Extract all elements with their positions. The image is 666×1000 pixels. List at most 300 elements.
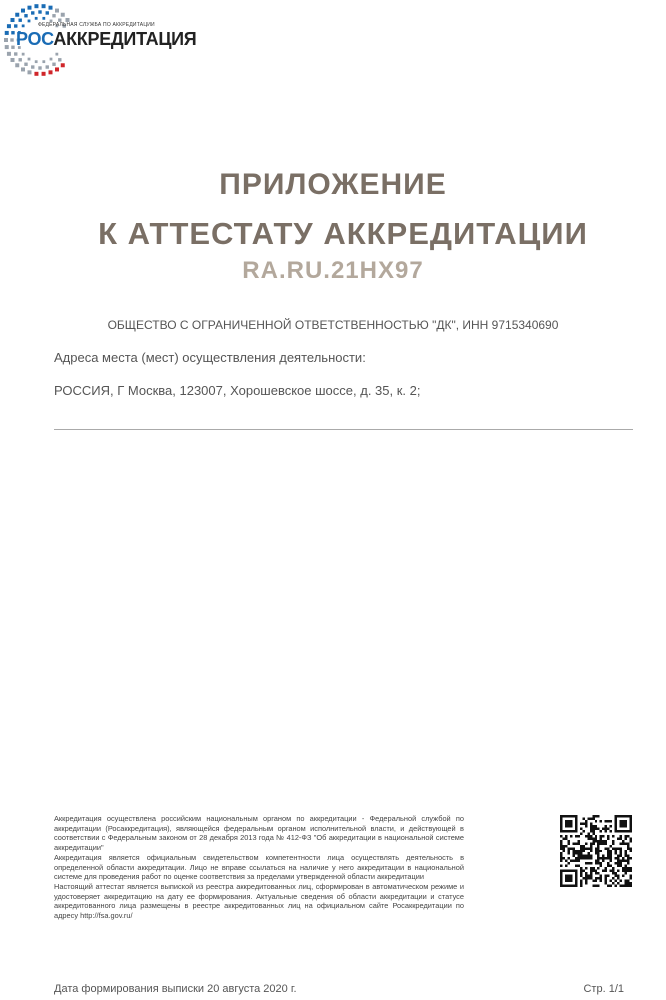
qr-module	[575, 877, 577, 879]
qr-module	[590, 857, 592, 859]
qr-module	[562, 850, 564, 852]
qr-module	[607, 850, 609, 852]
qr-module	[630, 815, 632, 817]
qr-module	[580, 875, 582, 877]
qr-module	[615, 825, 617, 827]
qr-module	[560, 817, 562, 819]
qr-module	[602, 827, 604, 829]
qr-module	[612, 835, 614, 837]
qr-module	[560, 872, 562, 874]
qr-module	[570, 885, 572, 887]
qr-module	[620, 820, 622, 822]
qr-module	[560, 880, 562, 882]
qr-module	[560, 865, 562, 867]
qr-module	[567, 842, 569, 844]
qr-module	[567, 830, 569, 832]
qr-module	[567, 850, 569, 852]
qr-module	[560, 830, 562, 832]
qr-module	[615, 875, 617, 877]
qr-module	[570, 880, 572, 882]
qr-module	[620, 880, 622, 882]
qr-module	[627, 842, 629, 844]
qr-module	[617, 870, 619, 872]
qr-module	[612, 877, 614, 879]
qr-module	[575, 885, 577, 887]
qr-module	[565, 835, 567, 837]
qr-module	[572, 842, 574, 844]
qr-module	[585, 867, 587, 869]
qr-module	[580, 870, 582, 872]
qr-module	[575, 875, 577, 877]
qr-module	[602, 855, 604, 857]
qr-module	[610, 845, 612, 847]
qr-module	[582, 850, 584, 852]
qr-module	[620, 815, 622, 817]
qr-module	[627, 857, 629, 859]
qr-module	[565, 877, 567, 879]
qr-module	[600, 837, 602, 839]
qr-module	[600, 877, 602, 879]
qr-module	[625, 815, 627, 817]
logo-dot	[11, 46, 14, 49]
qr-module	[617, 877, 619, 879]
rosaccreditation-logo	[2, 2, 197, 78]
logo-dot	[38, 66, 41, 69]
qr-module	[602, 840, 604, 842]
qr-module	[577, 857, 579, 859]
qr-module	[570, 847, 572, 849]
qr-module	[567, 815, 569, 817]
qr-module	[620, 855, 622, 857]
qr-module	[572, 860, 574, 862]
qr-module	[560, 857, 562, 859]
logo-dot	[22, 24, 25, 27]
qr-module	[567, 877, 569, 879]
qr-module	[597, 842, 599, 844]
qr-module	[580, 867, 582, 869]
qr-module	[565, 865, 567, 867]
qr-module	[565, 870, 567, 872]
qr-module	[610, 852, 612, 854]
qr-module	[567, 870, 569, 872]
qr-module	[605, 882, 607, 884]
logo-dot	[24, 63, 27, 66]
qr-module	[607, 875, 609, 877]
logo-dot	[34, 4, 38, 8]
logo-dot	[27, 6, 31, 10]
logo-brand-akk: АККРЕДИТАЦИЯ	[53, 29, 197, 49]
qr-module	[587, 847, 589, 849]
qr-module	[607, 827, 609, 829]
qr-module	[592, 840, 594, 842]
qr-module	[615, 880, 617, 882]
qr-module	[565, 822, 567, 824]
qr-module	[560, 870, 562, 872]
qr-module	[600, 857, 602, 859]
qr-module	[590, 827, 592, 829]
qr-module	[622, 875, 624, 877]
qr-module	[585, 875, 587, 877]
qr-module	[562, 857, 564, 859]
qr-module	[572, 815, 574, 817]
qr-module	[560, 847, 562, 849]
logo-dot	[38, 10, 41, 13]
qr-module	[582, 822, 584, 824]
qr-module	[600, 820, 602, 822]
logo-dot	[58, 58, 61, 61]
qr-module	[605, 830, 607, 832]
qr-module	[580, 882, 582, 884]
logo-dot	[46, 65, 49, 68]
qr-module	[595, 850, 597, 852]
qr-module	[595, 835, 597, 837]
qr-module	[575, 815, 577, 817]
qr-module	[617, 815, 619, 817]
qr-module	[627, 847, 629, 849]
document-title: ПРИЛОЖЕНИЕ	[219, 168, 447, 201]
qr-module	[580, 850, 582, 852]
qr-module	[590, 817, 592, 819]
logo-dot	[46, 11, 49, 14]
qr-module	[630, 867, 632, 869]
qr-module	[590, 850, 592, 852]
qr-module	[612, 872, 614, 874]
qr-module	[605, 857, 607, 859]
qr-module	[567, 822, 569, 824]
qr-module	[595, 880, 597, 882]
qr-module	[600, 835, 602, 837]
qr-module	[582, 817, 584, 819]
qr-module	[612, 840, 614, 842]
qr-module	[597, 847, 599, 849]
qr-module	[565, 830, 567, 832]
qr-module	[622, 825, 624, 827]
qr-module	[630, 870, 632, 872]
qr-module	[570, 822, 572, 824]
footnote-paragraph: Аккредитация осуществлена российским национальным органом по аккредитации - Федеральной службой по аккредитации (Росаккредитация), являющейся федеральным органом исполнительной власти, и действующей в соответствии с Федеральным законом от 28 декабря 2013 года № 412-ФЗ "Об аккредитации в национальной системе аккредитации"	[54, 814, 464, 853]
qr-module	[625, 872, 627, 874]
qr-module	[600, 865, 602, 867]
qr-module	[607, 855, 609, 857]
logo-dot	[42, 4, 46, 8]
qr-module	[615, 872, 617, 874]
logo-dot	[50, 58, 53, 61]
logo-dot	[52, 63, 55, 66]
qr-module	[625, 870, 627, 872]
qr-module	[597, 852, 599, 854]
logo-dot	[31, 11, 34, 14]
qr-module	[562, 815, 564, 817]
qr-module	[585, 862, 587, 864]
qr-module	[565, 875, 567, 877]
qr-module	[595, 877, 597, 879]
logo-dot	[55, 53, 58, 56]
qr-module	[625, 820, 627, 822]
logo-dot	[24, 14, 27, 17]
qr-module	[585, 835, 587, 837]
qr-module	[630, 847, 632, 849]
qr-module	[617, 855, 619, 857]
qr-module	[620, 842, 622, 844]
qr-module	[570, 870, 572, 872]
qr-module	[587, 852, 589, 854]
qr-module	[610, 825, 612, 827]
qr-module	[622, 822, 624, 824]
qr-module	[627, 835, 629, 837]
qr-module	[597, 850, 599, 852]
qr-module	[575, 842, 577, 844]
qr-module	[610, 870, 612, 872]
qr-module	[575, 825, 577, 827]
logo-dot	[5, 45, 9, 49]
qr-module	[580, 832, 582, 834]
logo-dot	[10, 38, 13, 41]
logo-dot	[55, 67, 59, 71]
qr-module	[590, 855, 592, 857]
qr-module	[617, 862, 619, 864]
qr-module	[585, 825, 587, 827]
qr-module	[620, 822, 622, 824]
qr-module	[605, 842, 607, 844]
qr-module	[577, 835, 579, 837]
qr-module	[612, 847, 614, 849]
qr-module	[625, 860, 627, 862]
qr-module	[617, 875, 619, 877]
qr-module	[595, 837, 597, 839]
logo-dot	[19, 58, 22, 61]
qr-module	[607, 862, 609, 864]
qr-module	[625, 880, 627, 882]
qr-module	[612, 867, 614, 869]
logo-dot	[61, 63, 65, 67]
qr-module	[620, 852, 622, 854]
qr-module	[610, 885, 612, 887]
qr-module	[580, 827, 582, 829]
qr-module	[627, 867, 629, 869]
qr-module	[585, 820, 587, 822]
qr-module	[590, 845, 592, 847]
logo-dot	[7, 52, 11, 56]
qr-module	[585, 847, 587, 849]
qr-module	[630, 850, 632, 852]
logo-dot	[28, 20, 31, 23]
qr-module	[617, 860, 619, 862]
qr-module	[562, 845, 564, 847]
qr-module	[607, 820, 609, 822]
qr-module	[602, 842, 604, 844]
qr-module	[615, 847, 617, 849]
qr-module	[597, 872, 599, 874]
qr-module	[605, 880, 607, 882]
qr-module	[622, 867, 624, 869]
qr-module	[565, 860, 567, 862]
logo-dot	[42, 17, 45, 20]
legal-footnote	[54, 814, 464, 921]
qr-module	[627, 885, 629, 887]
logo-dot	[10, 58, 14, 62]
logo-brand	[16, 29, 196, 50]
qr-module	[572, 850, 574, 852]
qr-module	[630, 840, 632, 842]
qr-module	[577, 855, 579, 857]
qr-module	[615, 817, 617, 819]
qr-module	[567, 857, 569, 859]
qr-module	[600, 880, 602, 882]
qr-module	[582, 855, 584, 857]
logo-dot	[31, 65, 34, 68]
qr-module	[575, 817, 577, 819]
qr-module	[585, 880, 587, 882]
qr-module	[582, 830, 584, 832]
qr-module	[595, 815, 597, 817]
logo-dot	[35, 60, 38, 63]
qr-module	[572, 830, 574, 832]
qr-module	[630, 825, 632, 827]
address-label: Адреса места (мест) осуществления деятельности:	[54, 350, 366, 365]
qr-module	[570, 877, 572, 879]
qr-module	[575, 830, 577, 832]
qr-module	[607, 885, 609, 887]
qr-module	[567, 862, 569, 864]
qr-module	[560, 882, 562, 884]
qr-module	[585, 857, 587, 859]
qr-module	[585, 882, 587, 884]
qr-module	[575, 822, 577, 824]
qr-module	[612, 870, 614, 872]
qr-module	[590, 875, 592, 877]
qr-module	[610, 860, 612, 862]
qr-module	[560, 827, 562, 829]
qr-module	[595, 870, 597, 872]
logo-dot	[61, 13, 65, 17]
qr-module	[567, 880, 569, 882]
qr-module	[580, 885, 582, 887]
qr-module	[570, 860, 572, 862]
qr-module	[607, 835, 609, 837]
qr-module	[620, 835, 622, 837]
logo-dot	[5, 31, 9, 35]
qr-module	[617, 857, 619, 859]
qr-module	[597, 815, 599, 817]
logo-brand-ros: РОС	[16, 29, 54, 49]
qr-module	[605, 820, 607, 822]
qr-module	[565, 880, 567, 882]
qr-module	[592, 867, 594, 869]
qr-module	[590, 842, 592, 844]
qr-module	[615, 822, 617, 824]
page-number: Стр. 1/1	[583, 983, 624, 995]
qr-module	[567, 820, 569, 822]
qr-module	[622, 857, 624, 859]
qr-module	[610, 880, 612, 882]
qr-module	[575, 850, 577, 852]
qr-module	[597, 840, 599, 842]
qr-module	[577, 840, 579, 842]
qr-module	[570, 875, 572, 877]
footnote-paragraph: Аккредитация является официальным свидетельством компетентности лица осуществлять деятельность в определенной области аккредитации. Лицо не вправе ссылаться на наличие у него аккредитации в национальной системе для проведения работ по оценке соответствия за пределами утвержденной области аккредитации	[54, 852, 464, 882]
qr-module	[580, 855, 582, 857]
qr-module	[567, 852, 569, 854]
generation-date: Дата формирования выписки 20 августа 2020 г.	[54, 983, 297, 995]
qr-module	[587, 855, 589, 857]
qr-module	[600, 842, 602, 844]
qr-module	[625, 850, 627, 852]
qr-module	[610, 857, 612, 859]
document-subtitle: К АТТЕСТАТУ АККРЕДИТАЦИИ	[98, 216, 588, 251]
qr-module	[572, 847, 574, 849]
qr-module	[592, 837, 594, 839]
qr-module	[592, 870, 594, 872]
qr-module	[625, 835, 627, 837]
qr-module	[630, 822, 632, 824]
qr-module	[617, 847, 619, 849]
qr-module	[625, 822, 627, 824]
qr-module	[622, 815, 624, 817]
qr-module	[627, 855, 629, 857]
qr-module	[620, 825, 622, 827]
qr-module	[565, 845, 567, 847]
qr-module	[605, 840, 607, 842]
qr-module	[607, 847, 609, 849]
qr-module	[630, 817, 632, 819]
qr-module	[585, 855, 587, 857]
qr-module	[627, 862, 629, 864]
qr-module	[630, 857, 632, 859]
qr-module	[590, 835, 592, 837]
qr-module	[615, 830, 617, 832]
qr-module	[597, 857, 599, 859]
qr-module	[597, 885, 599, 887]
qr-module	[592, 885, 594, 887]
qr-module	[617, 830, 619, 832]
qr-module	[607, 865, 609, 867]
accreditation-number: RA.RU.21HX97	[242, 257, 424, 284]
qr-module	[605, 877, 607, 879]
qr-module	[582, 845, 584, 847]
qr-module	[590, 830, 592, 832]
qr-module	[622, 870, 624, 872]
qr-module	[605, 847, 607, 849]
logo-dot	[14, 52, 17, 55]
qr-module	[627, 880, 629, 882]
qr-module	[575, 852, 577, 854]
qr-module	[575, 835, 577, 837]
qr-module	[610, 855, 612, 857]
qr-module	[590, 837, 592, 839]
qr-module	[627, 870, 629, 872]
qr-module	[590, 870, 592, 872]
qr-module	[630, 827, 632, 829]
qr-module	[560, 875, 562, 877]
qr-module	[595, 825, 597, 827]
qr-module	[575, 857, 577, 859]
qr-module	[615, 862, 617, 864]
qr-module	[620, 847, 622, 849]
qr-module	[620, 862, 622, 864]
qr-module	[615, 820, 617, 822]
qr-module	[582, 877, 584, 879]
qr-module	[625, 830, 627, 832]
qr-module	[585, 877, 587, 879]
qr-module	[592, 830, 594, 832]
qr-module	[590, 877, 592, 879]
qr-module	[622, 830, 624, 832]
qr-module	[560, 825, 562, 827]
qr-module	[595, 847, 597, 849]
qr-module	[605, 870, 607, 872]
qr-module	[572, 870, 574, 872]
logo-dot	[14, 24, 17, 27]
